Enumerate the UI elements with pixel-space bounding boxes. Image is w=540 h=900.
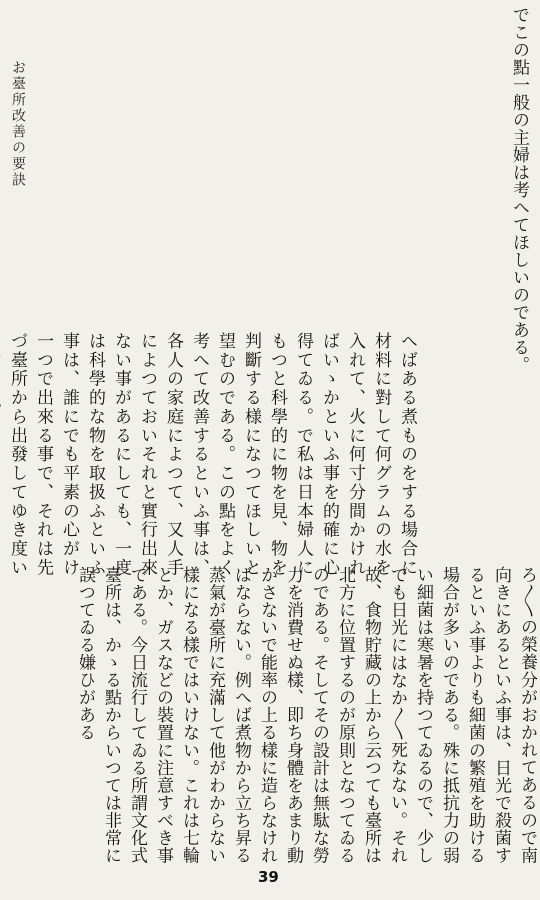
text-block-middle <box>0 332 420 576</box>
text-block-lower <box>0 566 540 864</box>
text-paragraph: ろ〳〵の榮養分がおかれてあるので南向きにあるといふ事は、日光で殺菌するといふ事よりも細菌の繁殖を助ける場合が多いのである。殊に抵抗力の弱い細菌は寒暑を持つてゐるので、少しでも日光にはなか〳〵死なない。それ故、食物貯藏の上から云つても臺所は北方に位置するのが原則となつてゐるのである。そしてその設計は無駄な勞力を消費せぬ樣、即ち身體をあまり動かさないで能率の上る樣に造らなければならない。例へば煮物から立ち昇る蒸氣が臺所に充滿して他がわからない樣になる樣ではいけない。これは七輪とか、ガスなどの裝置に注意すべき事である。今日流行してゐる所謂文化式臺所は、かゝる點からいつては非常に誤つてゐる嫌ひがある <box>75 566 537 864</box>
running-head: お臺所改善の要訣 <box>10 60 26 188</box>
page-number: 39 <box>258 868 279 886</box>
text-paragraph: でこの點一般の主婦は考へてほしいのである。 <box>509 6 529 374</box>
text-paragraph: へばある煮ものをする場合に材料に對して何グラムの水を入れて、火に何寸分間かければいゝかといふ事を的確に心得てゐる。で私は日本婦人にもつと科學的に物を見、物を判斷する様になつてほしいと望むのである。この點をよく考へて改善するといふ事は、各人の家庭によつて、又人手によつておいそれと實行出來ない事があるにしても、一度は科學的な物を取扱ふといふ事は、誰にでも平素の心がけ一つで出來る事で、それは先づ臺所から出發してゆき度い <box>7 332 417 576</box>
